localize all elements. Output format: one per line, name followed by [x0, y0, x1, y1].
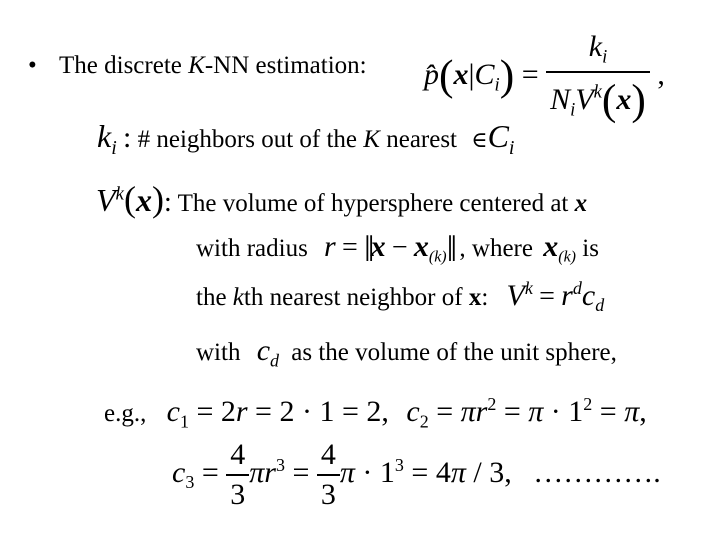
eg-pi3: π	[624, 394, 640, 428]
cd-line	[196, 334, 617, 371]
eg-rest1: = 2 · 1 = 2,	[247, 394, 389, 428]
kth-c: c	[581, 278, 596, 312]
c3-eq: =	[201, 455, 219, 489]
eg-eq2: =	[436, 394, 454, 428]
radius-text-c: is	[582, 234, 599, 262]
c3-tail: / 3,	[465, 455, 512, 489]
radius-r: r	[324, 229, 336, 263]
vk-text-x: x	[574, 190, 588, 217]
kth-text-a: the	[196, 283, 233, 311]
c3-c: c	[172, 455, 186, 489]
kth-text-k: k	[232, 283, 244, 311]
c3-num1: 4	[230, 438, 246, 471]
radius-xk-sub: (k)	[428, 248, 447, 266]
vk-text-a: The volume of hypersphere centered at	[177, 190, 575, 217]
c3-sub: 3	[185, 472, 195, 493]
vk-definition: $V^k(x)$: The volume of hypersphere centered at x	[96, 179, 588, 219]
kth-text-colon: :	[481, 283, 489, 311]
eg-r: r	[235, 394, 248, 428]
eg-sq: 2	[487, 394, 497, 414]
class-index: i	[494, 74, 500, 96]
x-vector: x	[453, 58, 469, 92]
ki-text-a: # neighbors out of the	[137, 126, 364, 153]
radius-line: with radius r = ‖x − $x_{(k)}‖$ , where $x_{(k)}$ is	[196, 229, 599, 270]
vk-x: x	[135, 182, 152, 218]
radius-minus: −	[391, 231, 408, 263]
eg-label: e.g.,	[104, 399, 147, 427]
c3-den2: 3	[317, 474, 340, 512]
cd-c: c	[256, 334, 271, 367]
eg-comma: ,	[639, 394, 647, 428]
given-bar: |	[468, 58, 475, 92]
equals: =	[521, 58, 539, 92]
c3-num2: 4	[320, 438, 336, 471]
ki-text-k: K	[363, 126, 380, 153]
eg-line	[104, 394, 647, 432]
eg-c1-sub: 1	[179, 411, 189, 432]
c3-cube2: 3	[394, 455, 404, 476]
kth-text-b: th nearest neighbor of	[243, 283, 469, 311]
c3-den1: 3	[226, 474, 249, 512]
cd-c-sub: d	[270, 350, 280, 371]
eg-rest2c: =	[592, 394, 617, 428]
vk-power: k	[115, 183, 124, 205]
eg-rest2b: · 1	[543, 394, 584, 428]
radius-text-a: with radius	[196, 234, 308, 262]
bullet-line	[28, 52, 367, 80]
p-hat: p̂	[424, 58, 439, 92]
c3-cube: 3	[275, 455, 285, 476]
c3-pi3: π	[450, 455, 466, 489]
radius-text-b: , where	[459, 234, 533, 262]
kth-v-power: k	[524, 278, 533, 298]
vk-colon: :	[163, 187, 172, 218]
bullet-text-k: K	[188, 52, 205, 79]
den-n-index: i	[570, 98, 576, 120]
kth-r-power: d	[572, 278, 582, 298]
c3-pi: π	[249, 455, 265, 489]
bullet-glyph: •	[28, 52, 37, 79]
c3-r: r	[264, 455, 276, 489]
eg-sq2: 2	[583, 394, 593, 414]
eg-c2: c	[406, 394, 420, 428]
ki-class-c: C	[487, 118, 509, 154]
eg-pi: π	[460, 394, 476, 428]
ki-text-b: nearest	[379, 126, 458, 153]
c3-line	[172, 438, 661, 512]
radius-eq: =	[341, 231, 358, 263]
kth-r: r	[561, 278, 573, 312]
c3-eq2: =	[292, 455, 310, 489]
radius-x: x	[370, 229, 386, 263]
den-x: x	[616, 82, 632, 116]
estimate-fraction: $\frac{k_i}{N_iV^k(x)}$	[546, 30, 650, 125]
eg-c1: c	[166, 394, 180, 428]
c3-fraction-2	[317, 438, 340, 512]
radius-where-sub: (k)	[558, 248, 576, 266]
c3-fraction-1	[226, 438, 249, 512]
ki-definition	[97, 118, 514, 160]
num-k: k	[588, 30, 603, 63]
ki-colon: :	[123, 121, 132, 154]
radius-xk: x	[413, 229, 429, 263]
bullet-text-prefix: The discrete	[59, 52, 189, 79]
ki-symbol: k	[97, 118, 112, 154]
kth-c-sub: d	[595, 295, 605, 316]
eg-pi2: π	[528, 394, 544, 428]
main-comma: ,	[657, 58, 665, 92]
element-of: ∈	[471, 127, 488, 152]
vk-symbol: V	[96, 182, 116, 218]
kth-line	[196, 278, 604, 316]
c3-dots: …………	[533, 455, 654, 489]
num-k-index: i	[602, 46, 608, 68]
eg-r2: r	[475, 394, 488, 428]
den-v-power: k	[593, 81, 602, 103]
den-v: V	[575, 82, 594, 116]
kth-v: V	[506, 278, 525, 312]
c3-pi2: π	[339, 455, 355, 489]
eg-eq1: = 2	[196, 394, 236, 428]
c3-dot: · 1	[354, 455, 395, 489]
main-formula: $p̂(x|C_i)$ = $\frac{k_i}{N_iV^k(x)}$ ,	[424, 30, 665, 124]
kth-eq: =	[539, 280, 555, 312]
class-c: C	[474, 58, 495, 92]
c3-eq3: = 4	[403, 455, 451, 489]
c3-period: .	[653, 455, 661, 489]
kth-text-x: x	[468, 283, 482, 311]
cd-text-a: with	[196, 339, 241, 366]
ki-index: i	[111, 137, 117, 159]
cd-text-b: as the volume of the unit sphere,	[291, 339, 617, 366]
den-n: N	[550, 82, 571, 116]
radius-where-x: x	[543, 229, 559, 263]
ki-class-index: i	[508, 137, 515, 159]
bullet-text-suffix: -NN estimation:	[204, 52, 367, 79]
eg-rest2a: =	[496, 394, 521, 428]
eg-c2-sub: 2	[419, 411, 429, 432]
